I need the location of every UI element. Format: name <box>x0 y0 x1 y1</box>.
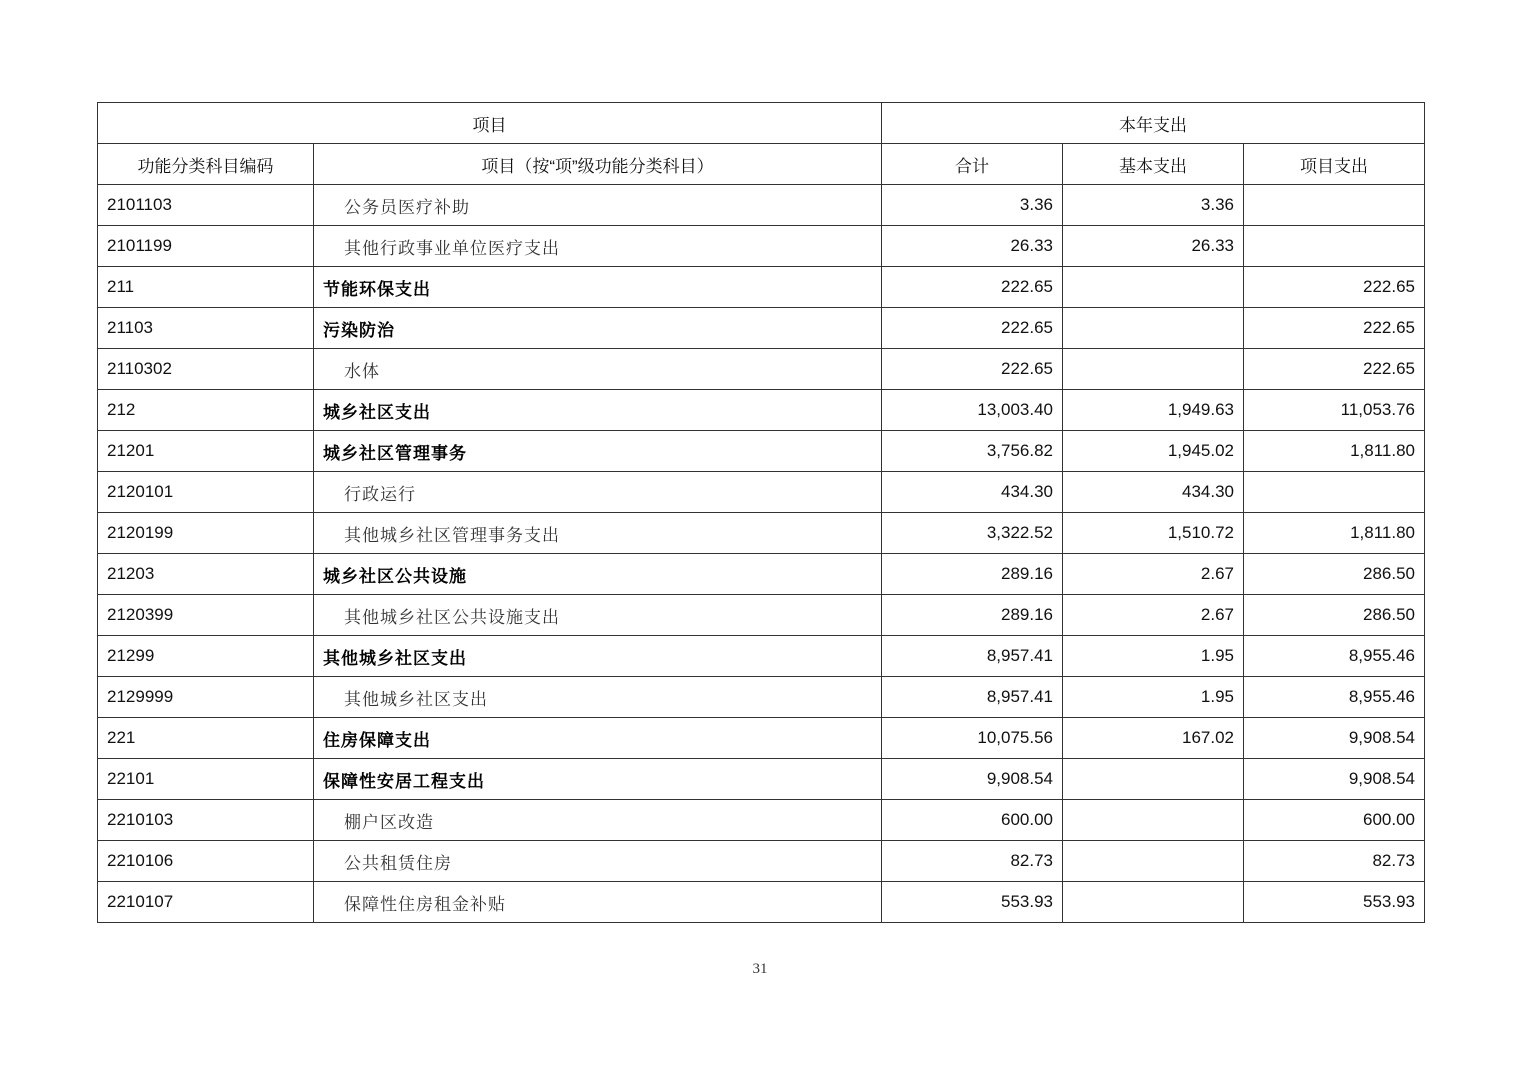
cell-basic <box>1063 308 1244 349</box>
cell-basic <box>1063 882 1244 923</box>
cell-project: 8,955.46 <box>1244 636 1425 677</box>
cell-code: 211 <box>98 267 314 308</box>
cell-name: 其他城乡社区支出 <box>314 636 882 677</box>
cell-code: 2210106 <box>98 841 314 882</box>
budget-table <box>97 102 1425 923</box>
table-body <box>98 185 1425 923</box>
table-row <box>98 636 1425 677</box>
cell-total: 3,756.82 <box>882 431 1063 472</box>
cell-project: 9,908.54 <box>1244 759 1425 800</box>
cell-project: 82.73 <box>1244 841 1425 882</box>
cell-basic: 2.67 <box>1063 595 1244 636</box>
cell-total: 26.33 <box>882 226 1063 267</box>
cell-name: 其他城乡社区管理事务支出 <box>314 513 882 554</box>
cell-basic: 1,510.72 <box>1063 513 1244 554</box>
cell-code: 21103 <box>98 308 314 349</box>
cell-total: 289.16 <box>882 595 1063 636</box>
table-row <box>98 882 1425 923</box>
cell-project: 9,908.54 <box>1244 718 1425 759</box>
cell-total: 222.65 <box>882 349 1063 390</box>
cell-project: 553.93 <box>1244 882 1425 923</box>
cell-code: 2101103 <box>98 185 314 226</box>
page-number: 31 <box>752 961 768 977</box>
cell-total: 553.93 <box>882 882 1063 923</box>
cell-basic <box>1063 759 1244 800</box>
cell-name: 其他城乡社区支出 <box>314 677 882 718</box>
cell-project <box>1244 226 1425 267</box>
cell-project: 1,811.80 <box>1244 431 1425 472</box>
cell-basic: 3.36 <box>1063 185 1244 226</box>
cell-project: 222.65 <box>1244 267 1425 308</box>
cell-name: 公务员医疗补助 <box>314 185 882 226</box>
table-row <box>98 554 1425 595</box>
table-row <box>98 185 1425 226</box>
table-row <box>98 513 1425 554</box>
cell-basic: 1.95 <box>1063 636 1244 677</box>
cell-total: 8,957.41 <box>882 636 1063 677</box>
cell-basic <box>1063 267 1244 308</box>
cell-name: 节能环保支出 <box>314 267 882 308</box>
cell-total: 9,908.54 <box>882 759 1063 800</box>
cell-basic <box>1063 349 1244 390</box>
cell-total: 222.65 <box>882 308 1063 349</box>
cell-code: 2120199 <box>98 513 314 554</box>
cell-basic: 1,945.02 <box>1063 431 1244 472</box>
cell-project: 1,811.80 <box>1244 513 1425 554</box>
table-row <box>98 595 1425 636</box>
cell-project: 600.00 <box>1244 800 1425 841</box>
table-row <box>98 349 1425 390</box>
table-row <box>98 677 1425 718</box>
cell-total: 10,075.56 <box>882 718 1063 759</box>
cell-total: 82.73 <box>882 841 1063 882</box>
cell-code: 2110302 <box>98 349 314 390</box>
cell-name: 城乡社区管理事务 <box>314 431 882 472</box>
cell-basic: 26.33 <box>1063 226 1244 267</box>
header-column-row <box>98 144 1425 185</box>
cell-project: 11,053.76 <box>1244 390 1425 431</box>
cell-basic <box>1063 800 1244 841</box>
cell-code: 2210103 <box>98 800 314 841</box>
cell-code: 2101199 <box>98 226 314 267</box>
cell-total: 434.30 <box>882 472 1063 513</box>
cell-basic: 167.02 <box>1063 718 1244 759</box>
header-basic: 基本支出 <box>1063 144 1244 185</box>
cell-name: 水体 <box>314 349 882 390</box>
cell-total: 289.16 <box>882 554 1063 595</box>
cell-project: 222.65 <box>1244 308 1425 349</box>
cell-name: 行政运行 <box>314 472 882 513</box>
cell-total: 8,957.41 <box>882 677 1063 718</box>
cell-total: 13,003.40 <box>882 390 1063 431</box>
cell-name: 其他城乡社区公共设施支出 <box>314 595 882 636</box>
cell-code: 2120399 <box>98 595 314 636</box>
cell-name: 污染防治 <box>314 308 882 349</box>
header-item-group: 项目 <box>98 103 882 144</box>
cell-total: 600.00 <box>882 800 1063 841</box>
cell-name: 保障性安居工程支出 <box>314 759 882 800</box>
table-row <box>98 308 1425 349</box>
cell-name: 城乡社区公共设施 <box>314 554 882 595</box>
table-row <box>98 841 1425 882</box>
cell-total: 222.65 <box>882 267 1063 308</box>
cell-project: 222.65 <box>1244 349 1425 390</box>
cell-name: 住房保障支出 <box>314 718 882 759</box>
cell-name: 公共租赁住房 <box>314 841 882 882</box>
cell-code: 21299 <box>98 636 314 677</box>
cell-basic: 434.30 <box>1063 472 1244 513</box>
table-row <box>98 431 1425 472</box>
cell-code: 2129999 <box>98 677 314 718</box>
header-name: 项目（按“项”级功能分类科目） <box>314 144 882 185</box>
header-total: 合计 <box>882 144 1063 185</box>
cell-name: 保障性住房租金补贴 <box>314 882 882 923</box>
header-project: 项目支出 <box>1244 144 1425 185</box>
table-row <box>98 226 1425 267</box>
cell-code: 22101 <box>98 759 314 800</box>
table-row <box>98 472 1425 513</box>
header-spending-group: 本年支出 <box>882 103 1425 144</box>
cell-basic <box>1063 841 1244 882</box>
table-row <box>98 800 1425 841</box>
cell-basic: 1.95 <box>1063 677 1244 718</box>
cell-name: 其他行政事业单位医疗支出 <box>314 226 882 267</box>
cell-project <box>1244 472 1425 513</box>
cell-project: 286.50 <box>1244 595 1425 636</box>
cell-basic: 2.67 <box>1063 554 1244 595</box>
cell-basic: 1,949.63 <box>1063 390 1244 431</box>
cell-project: 286.50 <box>1244 554 1425 595</box>
cell-project: 8,955.46 <box>1244 677 1425 718</box>
cell-code: 221 <box>98 718 314 759</box>
cell-code: 2120101 <box>98 472 314 513</box>
cell-code: 2210107 <box>98 882 314 923</box>
cell-total: 3,322.52 <box>882 513 1063 554</box>
header-group-row <box>98 103 1425 144</box>
cell-code: 212 <box>98 390 314 431</box>
table-row <box>98 759 1425 800</box>
cell-code: 21201 <box>98 431 314 472</box>
cell-total: 3.36 <box>882 185 1063 226</box>
table-row <box>98 267 1425 308</box>
table-row <box>98 390 1425 431</box>
table-row <box>98 718 1425 759</box>
cell-name: 城乡社区支出 <box>314 390 882 431</box>
cell-project <box>1244 185 1425 226</box>
cell-name: 棚户区改造 <box>314 800 882 841</box>
cell-code: 21203 <box>98 554 314 595</box>
header-code: 功能分类科目编码 <box>98 144 314 185</box>
